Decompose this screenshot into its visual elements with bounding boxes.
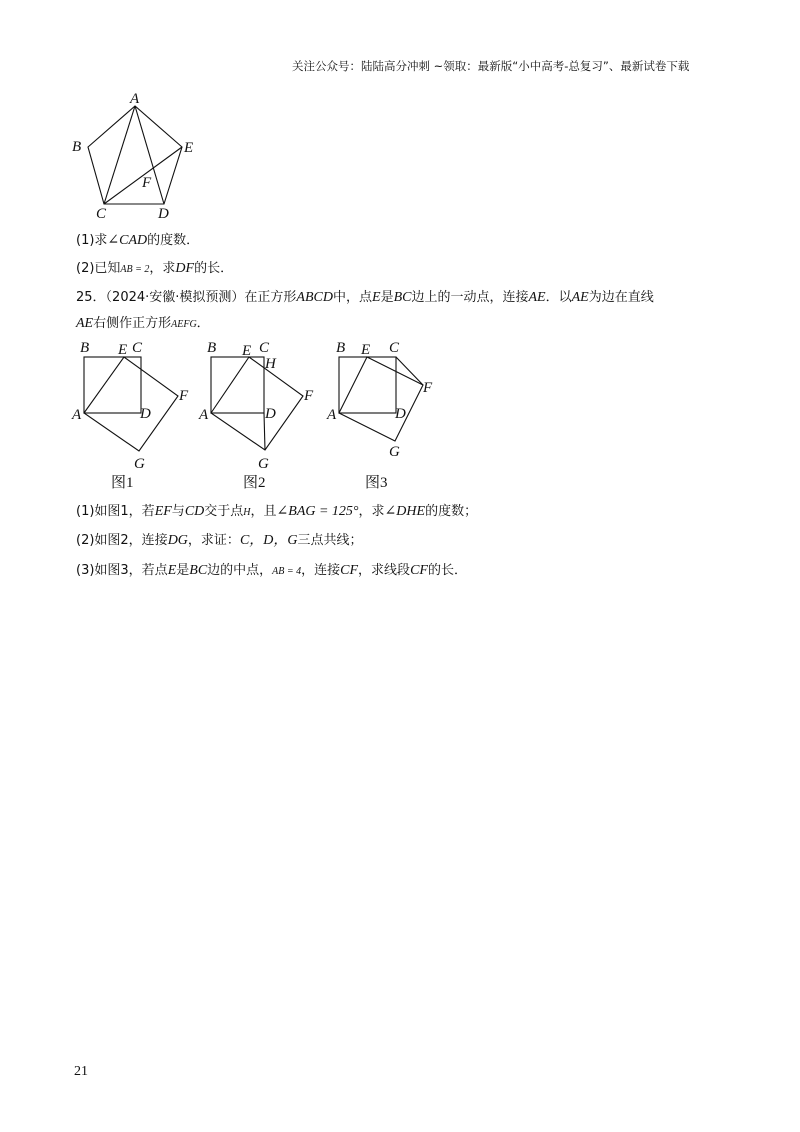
fig3-label-e: E — [361, 342, 371, 358]
q25-part1: (1)如图1，若EF与CD交于点H，且∠BAG = 125°，求∠DHE的度数； — [76, 504, 478, 519]
page-header: 关注公众号：陆陆高分冲刺 ~领取：最新版“小中高考-总复习”、最新试卷下载 — [292, 59, 690, 73]
fig3-label-f: F — [423, 380, 433, 396]
label-d: D — [158, 206, 169, 222]
label-c: C — [96, 206, 107, 222]
q25-line2: AE右侧作正方形AEFG． — [76, 316, 210, 331]
fig1-label-b: B — [80, 340, 90, 356]
fig1-label-f: F — [179, 388, 189, 404]
fig2-label-d: D — [265, 406, 276, 422]
fig2-label-f: F — [304, 388, 314, 404]
fig2-label-g: G — [258, 456, 269, 472]
fig2-label-e: E — [242, 343, 252, 359]
fig2-label-h: H — [265, 356, 276, 372]
q25-part2: (2)如图2，连接DG，求证：C，D，G三点共线； — [76, 533, 363, 548]
fig3-label-d: D — [395, 406, 406, 422]
label-b: B — [72, 139, 82, 155]
fig2-label-b: B — [207, 340, 217, 356]
fig1-label-e: E — [118, 342, 128, 358]
fig1-label-g: G — [134, 456, 145, 472]
fig1-caption: 图1 — [111, 475, 134, 491]
fig3-caption: 图3 — [365, 475, 388, 491]
fig3-label-a: A — [327, 407, 337, 423]
fig2-caption: 图2 — [243, 475, 266, 491]
page-number: 21 — [74, 1064, 88, 1079]
label-a: A — [130, 92, 140, 107]
fig3-label-b: B — [336, 340, 346, 356]
fig3-label-c: C — [389, 340, 400, 356]
fig2-label-c: C — [259, 340, 270, 356]
figure-2 — [197, 338, 322, 496]
figure-3 — [325, 338, 450, 496]
q24-part1: (1)求∠CAD的度数． — [76, 233, 200, 248]
label-f: F — [142, 175, 152, 191]
figure-1 — [68, 338, 193, 496]
fig2-label-a: A — [199, 407, 209, 423]
label-e: E — [184, 140, 194, 156]
fig1-label-d: D — [140, 406, 151, 422]
fig1-label-a: A — [72, 407, 82, 423]
fig1-label-c: C — [132, 340, 143, 356]
pentagon-figure — [66, 92, 206, 222]
fig3-label-g: G — [389, 444, 400, 460]
q24-part2: (2)已知AB = 2，求DF的长． — [76, 261, 234, 276]
q25-part3: (3)如图3，若点E是BC边的中点，AB = 4，连接CF，求线段CF的长． — [76, 563, 467, 578]
q25-line1: 25．（2024·安徽·模拟预测）在正方形ABCD中，点E是BC边上的一动点，连接AE．以AE为边在直线 — [76, 290, 654, 305]
